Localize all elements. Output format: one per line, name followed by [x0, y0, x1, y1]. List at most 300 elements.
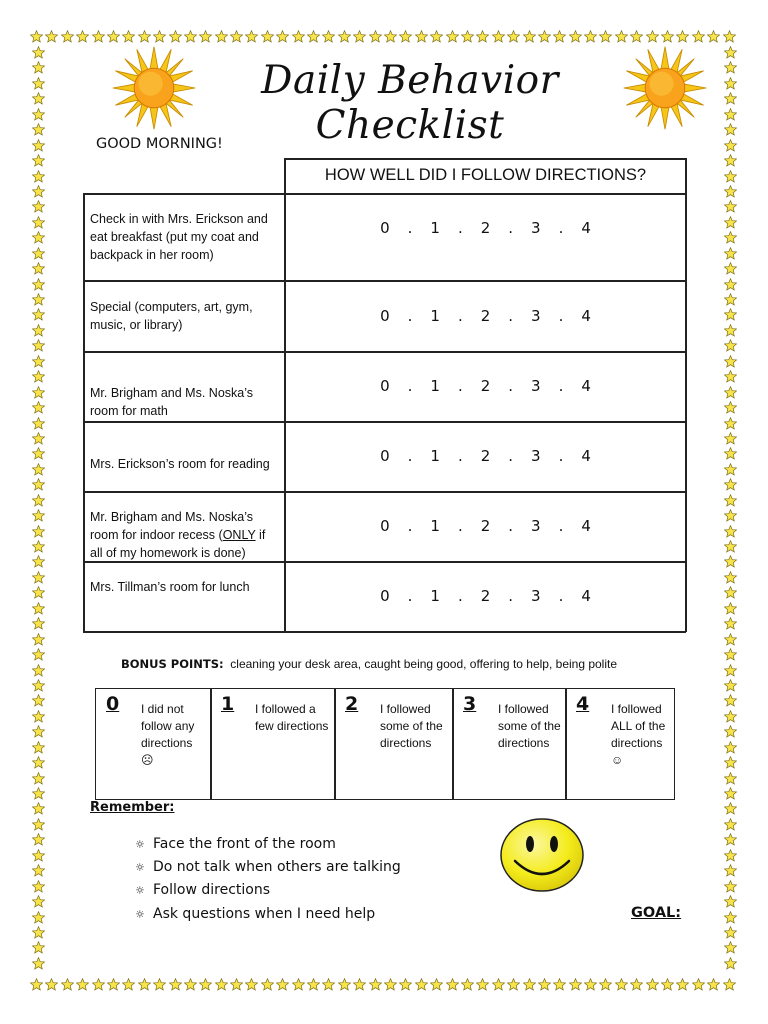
star-icon — [32, 648, 45, 661]
key-description: I followed ALL of the directions ☺ — [611, 702, 666, 767]
star-icon — [32, 710, 45, 723]
star-icon — [415, 30, 428, 43]
star-icon — [415, 978, 428, 991]
scale-separator: . — [508, 377, 514, 395]
star-icon — [724, 77, 737, 90]
star-icon — [476, 30, 489, 43]
scale-option[interactable]: 1 — [430, 447, 440, 465]
star-icon — [307, 30, 320, 43]
star-icon — [492, 978, 505, 991]
star-icon — [184, 30, 197, 43]
star-icon — [724, 386, 737, 399]
star-icon — [724, 447, 737, 460]
star-icon — [724, 694, 737, 707]
star-icon — [523, 978, 536, 991]
key-cell — [211, 689, 334, 799]
star-icon — [45, 978, 58, 991]
star-icon — [184, 978, 197, 991]
star-icon — [369, 978, 382, 991]
star-icon — [261, 30, 274, 43]
scale-separator: . — [508, 219, 514, 237]
star-icon — [676, 978, 689, 991]
scale-separator: . — [508, 587, 514, 605]
star-icon — [32, 293, 45, 306]
scale-option[interactable]: 4 — [581, 587, 591, 605]
sun-icon — [111, 45, 197, 131]
star-icon — [724, 617, 737, 630]
star-icon — [724, 509, 737, 522]
scale-separator: . — [558, 587, 564, 605]
scale-option[interactable]: 3 — [531, 447, 541, 465]
star-icon — [230, 30, 243, 43]
star-icon — [615, 978, 628, 991]
star-icon — [724, 772, 737, 785]
scale-option[interactable]: 0 — [380, 219, 390, 237]
star-icon — [724, 92, 737, 105]
scale-separator: . — [407, 517, 413, 535]
star-icon — [32, 586, 45, 599]
star-icon — [32, 324, 45, 337]
star-icon — [32, 602, 45, 615]
star-icon — [338, 978, 351, 991]
scale-option[interactable]: 3 — [531, 219, 541, 237]
scale-separator: . — [407, 587, 413, 605]
star-icon — [724, 231, 737, 244]
scale-option[interactable]: 2 — [480, 447, 491, 465]
star-icon — [724, 633, 737, 646]
column-header: HOW WELL DID I FOLLOW DIRECTIONS? — [324, 166, 647, 184]
star-icon — [538, 30, 551, 43]
star-icon — [399, 30, 412, 43]
star-icon — [724, 463, 737, 476]
star-icon — [724, 741, 737, 754]
star-icon — [724, 370, 737, 383]
star-icon — [724, 571, 737, 584]
star-icon — [724, 818, 737, 831]
star-icon — [723, 978, 736, 991]
star-icon — [569, 978, 582, 991]
star-icon — [353, 978, 366, 991]
star-icon — [32, 216, 45, 229]
scale-option[interactable]: 0 — [380, 447, 390, 465]
star-icon — [724, 401, 737, 414]
star-icon — [199, 30, 212, 43]
star-icon — [32, 833, 45, 846]
scale-separator: . — [558, 447, 564, 465]
scale-separator: . — [407, 447, 413, 465]
key-number: 1 — [221, 693, 235, 715]
activity-label: Special (computers, art, gym, music, or library) — [90, 300, 253, 332]
star-icon — [32, 694, 45, 707]
remember-heading: Remember: — [90, 800, 175, 815]
scale-option[interactable]: 4 — [581, 219, 591, 237]
star-icon — [724, 278, 737, 291]
bonus-points — [121, 657, 617, 671]
star-icon — [45, 30, 58, 43]
star-icon — [32, 170, 45, 183]
scale-option[interactable]: 3 — [531, 377, 541, 395]
star-icon — [122, 978, 135, 991]
star-icon — [32, 864, 45, 877]
star-icon — [724, 555, 737, 568]
star-icon — [32, 417, 45, 430]
key-number: 4 — [576, 693, 590, 715]
rating-scale[interactable] — [285, 307, 686, 325]
scale-option[interactable]: 3 — [531, 587, 541, 605]
scale-option[interactable]: 0 — [380, 377, 390, 395]
star-icon — [32, 339, 45, 352]
star-icon — [199, 978, 212, 991]
scale-option[interactable]: 4 — [581, 517, 591, 535]
activity-label: Mr. Brigham and Ms. Noska’s room for indoor recess (ONLY if all of my homework is done) — [90, 510, 266, 560]
star-icon — [32, 525, 45, 538]
star-icon — [724, 525, 737, 538]
star-icon — [724, 833, 737, 846]
star-icon — [32, 756, 45, 769]
star-icon — [724, 664, 737, 677]
scale-separator: . — [558, 377, 564, 395]
star-icon — [724, 154, 737, 167]
star-icon — [724, 540, 737, 553]
star-icon — [32, 463, 45, 476]
star-icon — [507, 30, 520, 43]
star-icon — [369, 30, 382, 43]
star-icon — [724, 787, 737, 800]
scale-option[interactable]: 2 — [480, 307, 491, 325]
scale-separator: . — [457, 219, 463, 237]
star-icon — [32, 741, 45, 754]
star-icon — [92, 978, 105, 991]
star-icon — [215, 30, 228, 43]
star-icon — [724, 339, 737, 352]
star-icon — [61, 978, 74, 991]
star-icon — [30, 978, 43, 991]
star-icon — [692, 30, 705, 43]
star-icon — [32, 664, 45, 677]
scale-option[interactable]: 0 — [380, 307, 390, 325]
star-icon — [584, 978, 597, 991]
star-border-bottom — [30, 978, 736, 994]
star-icon — [32, 262, 45, 275]
scale-separator: . — [508, 307, 514, 325]
star-icon — [724, 417, 737, 430]
key-description: I followed a few directions — [255, 702, 329, 733]
star-icon — [32, 370, 45, 383]
star-icon — [661, 978, 674, 991]
key-number: 3 — [463, 693, 477, 715]
star-icon — [32, 911, 45, 924]
star-icon — [538, 978, 551, 991]
star-icon — [32, 787, 45, 800]
star-icon — [32, 478, 45, 491]
key-cell — [453, 689, 565, 799]
star-icon — [338, 30, 351, 43]
star-icon — [245, 30, 258, 43]
star-icon — [724, 432, 737, 445]
star-icon — [724, 170, 737, 183]
star-icon — [724, 355, 737, 368]
star-icon — [215, 978, 228, 991]
rating-scale[interactable] — [285, 447, 686, 465]
star-icon — [32, 139, 45, 152]
key-cell — [566, 689, 674, 799]
star-icon — [32, 123, 45, 136]
scale-separator: . — [457, 447, 463, 465]
star-icon — [724, 108, 737, 121]
star-icon — [523, 30, 536, 43]
star-icon — [724, 941, 737, 954]
rule-item: ☼ Follow directions — [135, 882, 271, 898]
star-icon — [507, 978, 520, 991]
star-icon — [724, 895, 737, 908]
star-icon — [492, 30, 505, 43]
star-icon — [76, 978, 89, 991]
activity-label: Mr. Brigham and Ms. Noska’s room for math — [90, 386, 254, 418]
star-icon — [646, 30, 659, 43]
star-icon — [32, 849, 45, 862]
key-cell — [335, 689, 452, 799]
star-icon — [724, 802, 737, 815]
scale-option[interactable]: 2 — [480, 377, 491, 395]
star-icon — [30, 30, 43, 43]
activity-label: Mrs. Tillman’s room for lunch — [90, 580, 250, 594]
star-icon — [261, 978, 274, 991]
key-number: 2 — [345, 693, 359, 715]
star-icon — [599, 978, 612, 991]
bonus-label: BONUS POINTS: — [121, 657, 224, 671]
star-icon — [724, 123, 737, 136]
scale-option[interactable]: 1 — [430, 219, 440, 237]
activity-label: Mrs. Erickson’s room for reading — [90, 457, 270, 471]
star-icon — [461, 978, 474, 991]
star-icon — [724, 478, 737, 491]
star-icon — [322, 30, 335, 43]
star-icon — [32, 92, 45, 105]
star-icon — [32, 185, 45, 198]
star-icon — [32, 818, 45, 831]
sun-bullet-icon: ☼ — [135, 908, 145, 921]
star-icon — [399, 978, 412, 991]
star-icon — [553, 978, 566, 991]
star-icon — [569, 30, 582, 43]
key-description: I followed some of the directions — [498, 702, 561, 750]
star-icon — [461, 30, 474, 43]
star-icon — [32, 926, 45, 939]
star-icon — [276, 30, 289, 43]
star-icon — [32, 895, 45, 908]
star-icon — [32, 247, 45, 260]
star-border-top — [30, 30, 736, 46]
scale-option[interactable]: 2 — [480, 587, 491, 605]
star-icon — [32, 308, 45, 321]
star-icon — [92, 30, 105, 43]
star-icon — [61, 30, 74, 43]
sun-icon — [622, 45, 708, 131]
star-icon — [724, 756, 737, 769]
star-icon — [32, 555, 45, 568]
star-icon — [169, 978, 182, 991]
key-number: 0 — [106, 693, 120, 715]
star-border-right — [722, 46, 738, 970]
rating-scale[interactable] — [285, 377, 686, 395]
sun-bullet-icon: ☼ — [135, 884, 145, 897]
star-icon — [676, 30, 689, 43]
scale-option[interactable]: 3 — [531, 517, 541, 535]
rating-scale[interactable] — [285, 517, 686, 535]
scale-option[interactable]: 2 — [480, 219, 491, 237]
star-icon — [646, 978, 659, 991]
sun-bullet-icon: ☼ — [135, 838, 145, 851]
star-icon — [307, 978, 320, 991]
scale-separator: . — [457, 307, 463, 325]
star-icon — [724, 216, 737, 229]
scale-option[interactable]: 0 — [380, 587, 390, 605]
scale-option[interactable]: 1 — [430, 377, 440, 395]
star-icon — [553, 30, 566, 43]
star-icon — [107, 30, 120, 43]
rule-item: ☼ Do not talk when others are talking — [135, 859, 401, 875]
star-icon — [615, 30, 628, 43]
scale-option[interactable]: 2 — [480, 517, 491, 535]
star-icon — [384, 30, 397, 43]
star-icon — [724, 864, 737, 877]
star-icon — [169, 30, 182, 43]
scale-separator: . — [457, 587, 463, 605]
rating-scale[interactable] — [285, 587, 686, 605]
star-icon — [276, 978, 289, 991]
star-icon — [724, 324, 737, 337]
star-border-left — [30, 46, 46, 970]
star-icon — [724, 200, 737, 213]
star-icon — [32, 108, 45, 121]
star-icon — [724, 262, 737, 275]
star-icon — [32, 231, 45, 244]
scale-option[interactable]: 4 — [581, 447, 591, 465]
scale-option[interactable]: 1 — [430, 587, 440, 605]
star-icon — [32, 494, 45, 507]
scale-option[interactable]: 4 — [581, 307, 591, 325]
star-icon — [230, 978, 243, 991]
star-icon — [32, 633, 45, 646]
star-icon — [107, 978, 120, 991]
star-icon — [724, 725, 737, 738]
page-title: Daily Behavior Checklist — [261, 58, 559, 148]
star-icon — [292, 30, 305, 43]
star-icon — [353, 30, 366, 43]
star-icon — [584, 30, 597, 43]
star-icon — [32, 432, 45, 445]
star-icon — [32, 957, 45, 970]
rule-item: ☼ Ask questions when I need help — [135, 906, 376, 922]
star-icon — [724, 308, 737, 321]
star-icon — [723, 30, 736, 43]
star-icon — [724, 494, 737, 507]
star-icon — [32, 617, 45, 630]
star-icon — [724, 710, 737, 723]
star-icon — [384, 978, 397, 991]
star-icon — [599, 30, 612, 43]
star-icon — [32, 540, 45, 553]
star-icon — [724, 957, 737, 970]
rating-key-table — [95, 688, 675, 800]
star-icon — [446, 978, 459, 991]
star-icon — [245, 978, 258, 991]
rating-scale[interactable] — [285, 219, 686, 237]
star-icon — [32, 679, 45, 692]
star-icon — [32, 355, 45, 368]
star-icon — [724, 586, 737, 599]
star-icon — [138, 978, 151, 991]
scale-option[interactable]: 3 — [531, 307, 541, 325]
star-icon — [630, 978, 643, 991]
star-icon — [724, 185, 737, 198]
star-icon — [430, 30, 443, 43]
star-icon — [32, 509, 45, 522]
scale-separator: . — [407, 377, 413, 395]
smiley-face-icon — [499, 817, 585, 893]
star-icon — [32, 386, 45, 399]
star-icon — [76, 30, 89, 43]
star-icon — [32, 61, 45, 74]
star-icon — [724, 679, 737, 692]
star-icon — [707, 978, 720, 991]
activity-label: Check in with Mrs. Erickson and eat breakfast (put my coat and backpack in her room) — [90, 212, 268, 262]
scale-option[interactable]: 1 — [430, 307, 440, 325]
star-icon — [430, 978, 443, 991]
bonus-text: cleaning your desk area, caught being good, offering to help, being polite — [230, 657, 618, 671]
star-icon — [724, 911, 737, 924]
star-icon — [32, 571, 45, 584]
star-icon — [32, 447, 45, 460]
scale-separator: . — [407, 307, 413, 325]
star-icon — [724, 602, 737, 615]
key-description: I followed some of the directions — [380, 702, 443, 750]
scale-option[interactable]: 1 — [430, 517, 440, 535]
goal-label: GOAL: — [631, 905, 682, 921]
star-icon — [32, 401, 45, 414]
star-icon — [724, 46, 737, 59]
scale-separator: . — [457, 517, 463, 535]
star-icon — [32, 200, 45, 213]
scale-option[interactable]: 4 — [581, 377, 591, 395]
scale-separator: . — [457, 377, 463, 395]
star-icon — [724, 293, 737, 306]
star-icon — [476, 978, 489, 991]
star-icon — [692, 978, 705, 991]
star-icon — [322, 978, 335, 991]
greeting-text: GOOD MORNING! — [96, 136, 223, 152]
scale-option[interactable]: 0 — [380, 517, 390, 535]
star-icon — [32, 772, 45, 785]
key-cell — [96, 689, 210, 799]
rule-item: ☼ Face the front of the room — [135, 836, 336, 852]
key-description: I did not follow any directions ☹ — [141, 702, 195, 767]
star-icon — [32, 154, 45, 167]
star-icon — [707, 30, 720, 43]
scale-separator: . — [558, 219, 564, 237]
scale-separator: . — [558, 517, 564, 535]
star-icon — [138, 30, 151, 43]
star-icon — [630, 30, 643, 43]
star-icon — [32, 77, 45, 90]
star-icon — [724, 139, 737, 152]
star-icon — [153, 30, 166, 43]
star-icon — [32, 46, 45, 59]
star-icon — [153, 978, 166, 991]
star-icon — [32, 278, 45, 291]
star-icon — [292, 978, 305, 991]
scale-separator: . — [407, 219, 413, 237]
